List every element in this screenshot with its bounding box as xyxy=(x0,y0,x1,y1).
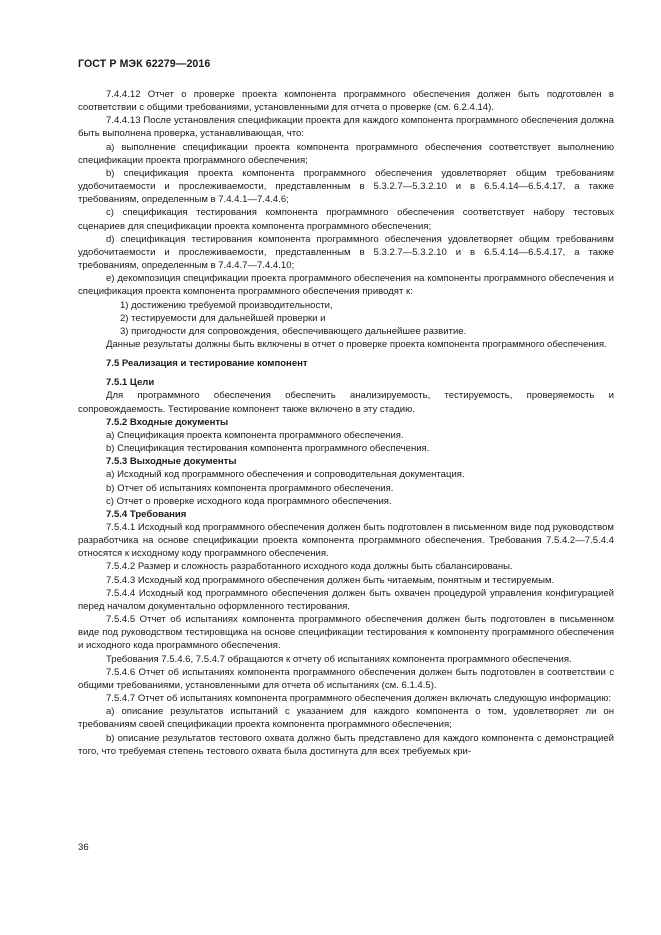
paragraph: 7.5.4.3 Исходный код программного обеспечения должен быть читаемым, понятным и тестируемым. xyxy=(106,574,555,586)
list-item: a) выполнение спецификации проекта компонента программного обеспечения соответствует выполнению спецификации проекта программного обеспечения; xyxy=(78,141,614,166)
paragraph: 7.5.4.2 Размер и сложность разработанного исходного кода должны быть сбалансированы. xyxy=(106,561,513,573)
sub-list-item: 2) тестируемости для дальнейшей проверки и xyxy=(120,312,326,324)
paragraph: 7.5.4.7 Отчет об испытаниях компонента программного обеспечения должен включать следующую информацию: xyxy=(106,693,612,705)
list-item: d) спецификация тестирования компонента программного обеспечения удовлетворяет общим требованиям удобочитаемости и прослеживаемости, представленным в 5.3.2.7—5.3.2.10 и в 6.5.4.14—6.5.4.17, а также требованиям, определенным в 7.4.4.7—7.4.4.10; xyxy=(78,233,614,272)
list-item: c) спецификация тестирования компонента программного обеспечения соответствует набору тестовых сценариев для спецификации проекта компонента программного обеспечения; xyxy=(78,207,614,232)
paragraph: 7.5.4.4 Исходный код программного обеспечения должен быть охвачен процедурой управления конфигурацией перед началом документально оформленного тестирования. xyxy=(78,587,614,612)
paragraph: 7.4.4.12 Отчет о проверке проекта компонента программного обеспечения должен быть подготовлен в соответствии с общими требованиями, установленными для отчета о проверке (см. 6.2.4.14). xyxy=(78,89,614,114)
paragraph: 7.5.4.1 Исходный код программного обеспечения должен быть подготовлен в письменном виде под руководством разработчика на основе спецификации проекта компонента программного обеспечения. Требования 7.5.4.2—7.5.4.4 относятся к исходному коду программного обеспечения. xyxy=(78,522,614,560)
paragraph: Требования 7.5.4.6, 7.5.4.7 обращаются к отчету об испытаниях компонента программного обеспечения. xyxy=(106,653,572,665)
page-number: 36 xyxy=(78,842,89,853)
list-item: b) Отчет об испытаниях компонента программного обеспечения. xyxy=(106,482,394,494)
paragraph: 7.5.4.6 Отчет об испытаниях компонента программного обеспечения должен быть подготовлен в соответствии с общими требованиями, установленными для отчета об испытаниях (см. 6.1.4.5). xyxy=(78,666,614,691)
sub-list-item: 1) достижению требуемой производительности, xyxy=(120,299,333,311)
list-item: b) описание результатов тестового охвата должно быть представлено для каждого компонента с демонстрацией того, что требуемая степень тестового охвата была достигнута для всех требуемых кри- xyxy=(78,732,614,757)
list-item: b) спецификация проекта компонента программного обеспечения удовлетворяет общим требованиям удобочитаемости и прослеживаемости, представленным в 5.3.2.7—5.3.2.10 и в 6.5.4.14—6.5.4.17, а также требованиям, определенным в 7.4.4.1—7.4.4.6; xyxy=(78,167,614,206)
paragraph: Данные результаты должны быть включены в отчет о проверке проекта компонента программного обеспечения. xyxy=(106,338,607,350)
sub-list-item: 3) пригодности для сопровождения, обеспечивающего дальнейшее развитие. xyxy=(120,325,467,337)
paragraph: 7.5.4.5 Отчет об испытаниях компонента программного обеспечения должен быть подготовлен в письменном виде под руководством тестировщика на основе спецификации тестирования к компоненту программного обеспечения и исходного кода программного обеспечения. xyxy=(78,614,614,652)
list-item: a) описание результатов испытаний с указанием для каждого компонента о том, удовлетворяет ли он требованиям своей спецификации проекта компонента программного обеспечения; xyxy=(78,706,614,731)
subsection-heading: 7.5.2 Входные документы xyxy=(106,416,229,428)
paragraph: Для программного обеспечения обеспечить анализируемость, тестируемость, проверяемость и сопровождаемость. Тестирование компонент также включено в эту стадию. xyxy=(78,390,614,415)
subsection-heading: 7.5.4 Требования xyxy=(106,508,187,520)
list-item: b) Спецификация тестирования компонента программного обеспечения. xyxy=(106,443,430,455)
list-item: e) декомпозиция спецификации проекта программного обеспечения на компоненты программного обеспечения и спецификация проекта компонента программного обеспечения приводят к: xyxy=(78,273,614,298)
subsection-heading: 7.5.1 Цели xyxy=(106,377,155,389)
list-item: a) Исходный код программного обеспечения и сопроводительная документация. xyxy=(106,469,465,481)
page-body xyxy=(78,88,614,758)
document-header: ГОСТ Р МЭК 62279—2016 xyxy=(78,58,211,70)
list-item: c) Отчет о проверке исходного кода программного обеспечения. xyxy=(106,495,392,507)
list-item: a) Спецификация проекта компонента программного обеспечения. xyxy=(106,429,404,441)
paragraph: 7.4.4.13 После установления спецификации проекта для каждого компонента программного обеспечения должна быть выполнена проверка, устанавливающая, что: xyxy=(78,115,614,140)
section-heading: 7.5 Реализация и тестирование компонент xyxy=(106,358,308,370)
subsection-heading: 7.5.3 Выходные документы xyxy=(106,456,237,468)
